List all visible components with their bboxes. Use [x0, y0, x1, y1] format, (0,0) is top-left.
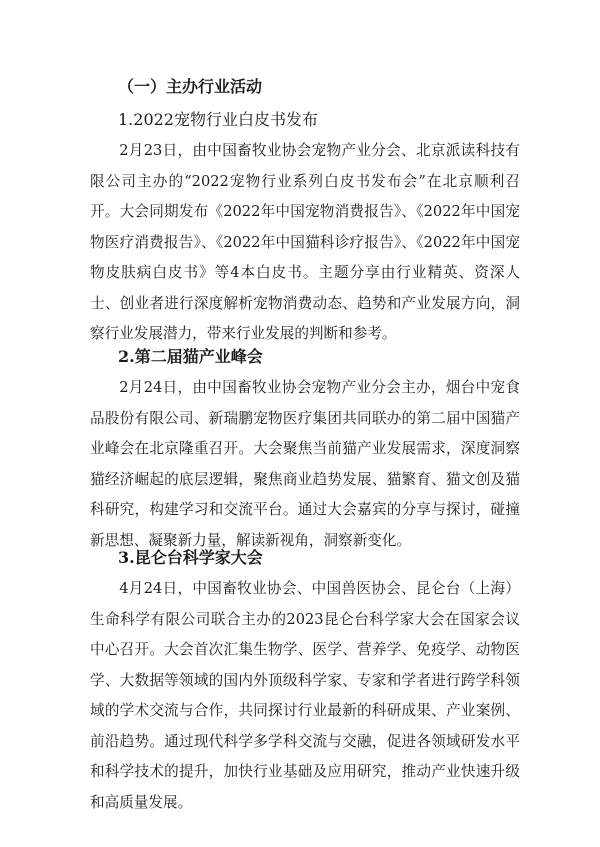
- section-white-paper-release: [90, 105, 520, 350]
- section-scientist-conference: [90, 543, 520, 818]
- section-title: 2.第二届猫产业峰会: [118, 347, 263, 366]
- section-cat-industry-summit: [90, 342, 520, 556]
- section-title: 3.昆仑台科学家大会: [118, 548, 263, 567]
- section-paragraph: 2月24日，由中国畜牧业协会宠物产业分会主办，烟台中宠食品股份有限公司、新瑞鹏宠物医疗集团共同联办的第二届中国猫产业峰会在北京隆重召开。大会聚焦当前猫产业发展需求，深度洞察猫经济崛起的底层逻辑，聚焦商业趋势发展、猫繁育、猫文创及猫科研究，构建学习和交流平台。通过大会嘉宾的分享与探讨，碰撞新思想、凝聚新力量，解读新视角，洞察新变化。: [90, 379, 520, 549]
- section-paragraph: 4月24日，中国畜牧业协会、中国兽医协会、昆仑台（上海）生命科学有限公司联合主办的2023昆仑台科学家大会在国家会议中心召开。大会首次汇集生物学、医学、营养学、免疫学、动物医学、大数据等领域的国内外顶级科学家、专家和学者进行跨学科领域的学术交流与合作，共同探讨行业最新的科研成果、产业案例、前沿趋势。通过现代科学多学科交流与交融，促进各领域研发水平和科学技术的提升，加快行业基础及应用研究，推动产业快速升级和高质量发展。: [90, 580, 520, 811]
- section-heading: （一）主办行业活动: [118, 77, 263, 96]
- section-title: 1.2022宠物行业白皮书发布: [118, 110, 318, 129]
- section-paragraph: 2月23日，由中国畜牧业协会宠物产业分会、北京派读科技有限公司主办的“2022宠物行业系列白皮书发布会”在北京顺利召开。大会同期发布《2022年中国宠物消费报告》、《2022年中国宠物医疗消费报告》、《2022年中国猫科诊疗报告》、《2022年中国宠物皮肤病白皮书》等4本白皮书。主题分享由行业精英、资深人士、创业者进行深度解析宠物消费动态、趋势和产业发展方向，洞察行业发展潜力，带来行业发展的判断和参考。: [90, 142, 520, 342]
